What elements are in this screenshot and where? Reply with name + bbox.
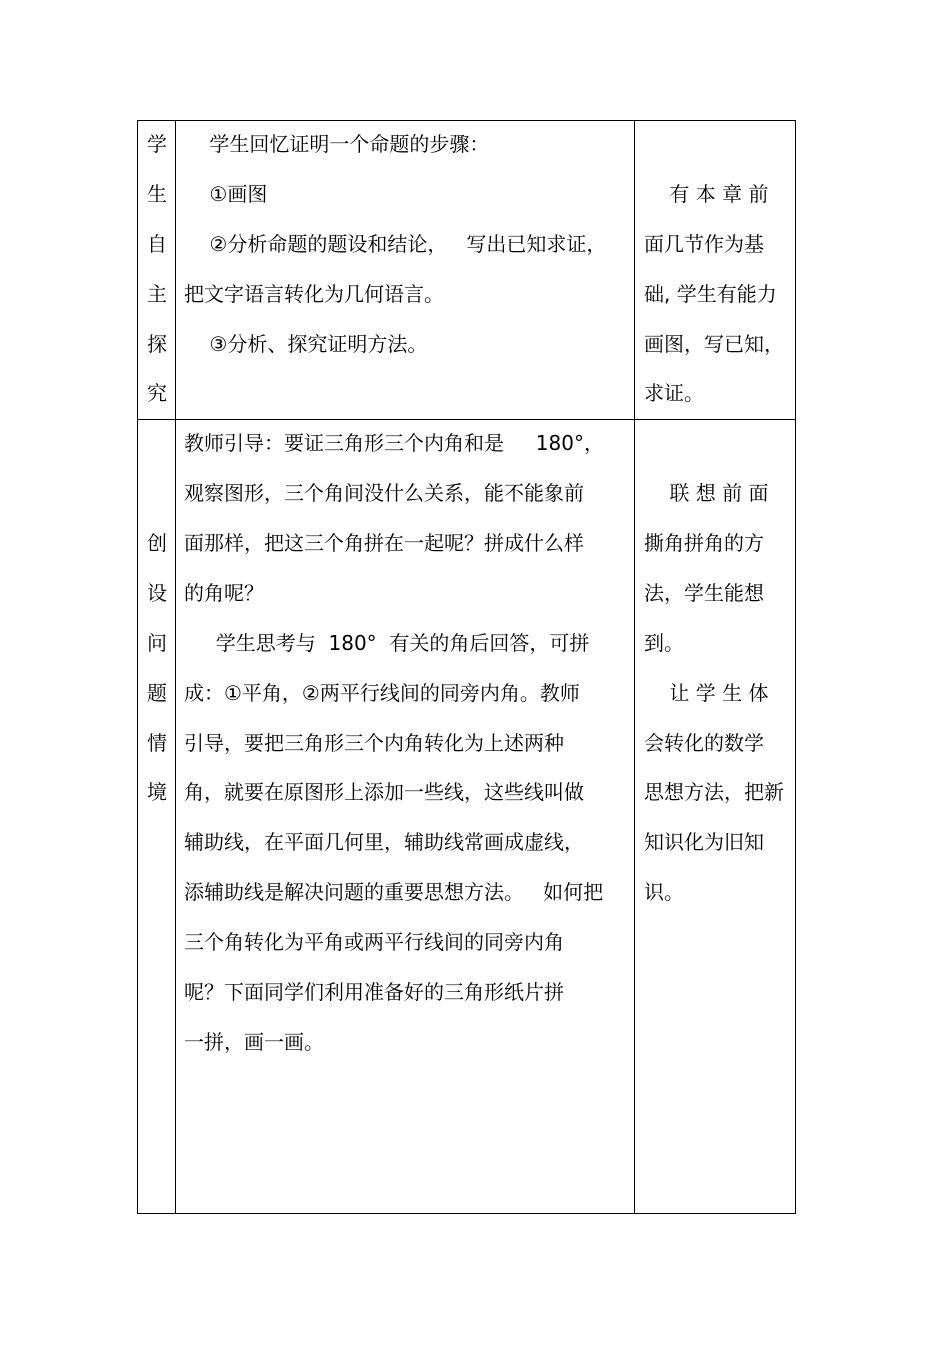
paragraph-line: 的角呢？ xyxy=(184,581,264,605)
note-line: 让 学 生 体 xyxy=(644,681,769,705)
paragraph-line: 学生回忆证明一个命题的步骤： xyxy=(184,132,490,156)
note-line: 思想方法，把新 xyxy=(644,780,784,804)
row-label-cell xyxy=(138,121,176,419)
paragraph-line: 呢？下面同学们利用准备好的三角形纸片拼 xyxy=(184,980,564,1004)
paragraph-line: ②分析命题的题设和结论， 写出已知求证， xyxy=(184,232,607,256)
note-line: 画图，写已知， xyxy=(644,332,784,356)
note-line: 到。 xyxy=(644,631,684,655)
row-label-char: 究 xyxy=(147,381,167,405)
paragraph-line: 面那样，把这三个角拼在一起呢？拼成什么样 xyxy=(184,531,584,555)
row-label-char: 创 xyxy=(147,531,167,555)
note-line: 面几节作为基 xyxy=(644,232,764,256)
row-label-cell xyxy=(138,420,176,1213)
note-line: 础, 学生有能力 xyxy=(644,282,777,306)
paragraph-line: ③分析、探究证明方法。 xyxy=(184,332,428,356)
paragraph-line: 学生思考与 180° 有关的角后回答，可拼 xyxy=(184,631,590,655)
note-line: 会转化的数学 xyxy=(644,731,764,755)
row-label-char: 设 xyxy=(147,581,167,605)
note-line: 求证。 xyxy=(644,381,704,405)
paragraph-line: 一拼，画一画。 xyxy=(184,1030,324,1054)
row-label-char: 探 xyxy=(147,332,167,356)
paragraph-line: 引导，要把三角形三个内角转化为上述两种 xyxy=(184,731,564,755)
row-label-char: 主 xyxy=(147,282,167,306)
lesson-table xyxy=(137,120,796,1214)
paragraph-line: 角，就要在原图形上添加一些线，这些线叫做 xyxy=(184,780,584,804)
design-note-cell xyxy=(635,121,795,419)
paragraph-line: 把文字语言转化为几何语言。 xyxy=(184,282,444,306)
main-content-cell xyxy=(176,420,635,1213)
note-line: 知识化为旧知 xyxy=(644,830,764,854)
row-label-char: 自 xyxy=(147,232,167,256)
paragraph-line: 添辅助线是解决问题的重要思想方法。 如何把 xyxy=(184,880,604,904)
row-label-char: 情 xyxy=(147,731,167,755)
note-line: 法，学生能想 xyxy=(644,581,764,605)
note-line: 撕角拼角的方 xyxy=(644,531,764,555)
paragraph-line: ①画图 xyxy=(184,182,268,206)
table-row-student-exploration xyxy=(138,121,795,420)
paragraph-line: 教师引导：要证三角形三个内角和是 180°， xyxy=(184,431,604,455)
note-line: 识。 xyxy=(644,880,684,904)
row-label-char: 题 xyxy=(147,681,167,705)
row-label-char: 生 xyxy=(147,182,167,206)
row-label-char: 问 xyxy=(147,631,167,655)
paragraph-line: 成：①平角，②两平行线间的同旁内角。教师 xyxy=(184,681,580,705)
main-content-cell xyxy=(176,121,635,419)
design-note-cell xyxy=(635,420,795,1213)
row-label-char: 境 xyxy=(147,780,167,804)
note-line: 联 想 前 面 xyxy=(644,481,769,505)
note-line: 有 本 章 前 xyxy=(644,182,769,206)
row-label-char: 学 xyxy=(147,132,167,156)
paragraph-line: 辅助线，在平面几何里，辅助线常画成虚线， xyxy=(184,830,584,854)
paragraph-line: 观察图形，三个角间没什么关系，能不能象前 xyxy=(184,481,584,505)
paragraph-line: 三个角转化为平角或两平行线间的同旁内角 xyxy=(184,930,564,954)
table-row-create-problem-situation xyxy=(138,420,795,1213)
